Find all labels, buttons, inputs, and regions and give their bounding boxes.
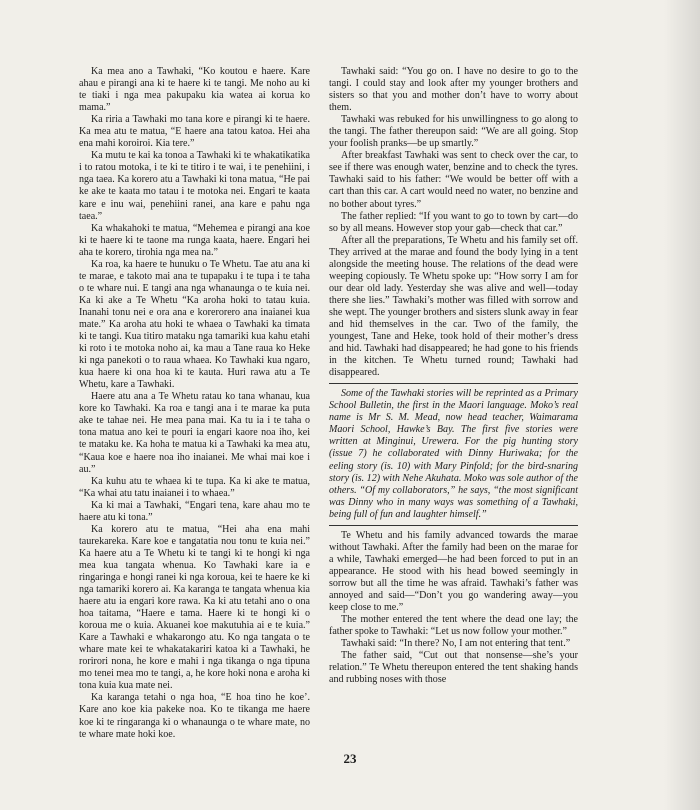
paragraph: Tawhaki said: “In there? No, I am not entering that tent.” [341, 638, 571, 650]
paragraph: Ka korero atu te matua, “Hei aha ena mahi taurekareka. Kare koe e tangatatia nou tonu te kuia nei.” Ka haere atu a Te Whetu ki te tangi ki te hongi ki nga mea kua tangata whenua. Ko Tawhaki kare ia e ringaringa e hongi ranei ki nga koroua, kei te haere ke ki nga tamariki korero ai. Ka karanga te tangata whenua kia haere atu ia engari kore rawa. Ka ki atu tetahi ano o ona hoa taitama, “Haere e tama. Haere ki te hongi ki o koroua me o kuia. Akuanei koe makutuhia ai e te kuia.” Kare a Tawhaki e whakarongo atu. Ko nga tangata o te whare mate kei te whakatakariri katoa ki a Tawhaki, he rorirori nona, he kore e mahi i nga tikanga o nga tipuna mo tenei mea mo te tangi, a, he kore hoki nona e aroha ki tona kuia kua mate nei. [79, 523, 310, 692]
paragraph: Ka mea ano a Tawhaki, “Ko koutou e haere. Kare ahau e pirangi ana ki te haere ki te tangi. Me noho au ki te tiaki i nga mea pakupaku kia watea ai korua ko mama.” [79, 66, 310, 114]
paragraph: The mother entered the tent where the dead one lay; the father spoke to Tawhaki: “Let us now follow your mother.” [329, 614, 578, 638]
paragraph: Tawhaki said: “You go on. I have no desire to go to the tangi. I could stay and look after my younger brothers and sisters so that you and mother don’t have to worry about them. [329, 66, 578, 114]
divider-top [329, 383, 578, 384]
paragraph: Ka karanga tetahi o nga hoa, “E hoa tino he koe’. Kare ano koe kia pakeke noa. Ko te tikanga me haere koe ki te ringaranga ki o whanaunga o te whare mate, no te whare mate hoki koe. [79, 692, 310, 740]
editor-note-text: Some of the Tawhaki stories will be reprinted as a Primary School Bulletin, the first in the Maori language. Moko’s real name is Mr S. M. Mead, now head teacher, Waimarama Maori School, Hawke’s Bay. The first five stories were written at Minginui, Urewera. For the pig hunting story (issue 7) he collaborated with Dinny Huriwaka; for the eeling story (is. 10) with Mary Pinfold; for the bird-snaring story (is. 12) with Nehe Akuhata. Moko was sole author of the others. “Of my collaborators,” he says, “the most significant was Dinny who in many ways was something of a Tawhaki, being full of fun and laughter himself.” [329, 388, 579, 520]
paragraph: Tawhaki was rebuked for his unwillingness to go along to the tangi. The father thereupon said: “We are all going. Stop your foolish pranks—be up smartly.” [329, 114, 578, 150]
page-number: 23 [343, 751, 357, 766]
paragraph: Te Whetu and his family advanced towards the marae without Tawhaki. After the family had been on the marae for a while, Tawhaki emerged—he had been forced to put in an appearance. He stood with his head bowed seemingly in sorrow but all the time he was afraid. Tawhaki’s father was annoyed and said—“Don’t you go wandering away—you keep close to me.” [329, 529, 578, 614]
maori-text-column [79, 66, 310, 741]
editor-note [329, 388, 578, 521]
paragraph: The father said, “Cut out that nonsense—she’s your relation.” Te Whetu thereupon entered the tent shaking hands and rubbing noses with those [329, 650, 578, 686]
paragraph: After all the preparations, Te Whetu and his family set off. They arrived at the marae and found the body lying in a tent alongside the meeting house. The relations of the dead were weeping copiously. Te Whetu spoke up: “How sorry I am for our dear old lady. Yesterday she was alive and well—today there she lies.” Tawhaki’s mother was filled with sorrow and she wept. The younger brothers and sisters slunk away in fear and hid themselves in the car. Two of the family, the youngest, Tane and Heke, took hold of their mother’s dress and hid. Tawhaki had disappeared; he had gone to his friends in the kitchen. Te Whetu turned round; Tawhaki had disappeared. [329, 234, 578, 379]
paragraph: Ka riria a Tawhaki mo tana kore e pirangi ki te haere. Ka mea atu te matua, “E haere ana tatou katoa. Hei aha ena mahi koroiroi. Kia tere.” [79, 114, 310, 150]
binding-shadow [664, 0, 700, 810]
divider-bottom [329, 525, 578, 526]
paragraph: Haere atu ana a Te Whetu ratau ko tana whanau, kua kore ko Tawhaki. Ka roa e tangi ana i te marae ka puta ake te tahae nei. He mea pana mai. Ka tu ia i te taha o tona matua ano kei te pouri ia engari kaore noa iho, kei te mataku ke. Ka hoha te matua ki a Tawhaki ka mea atu, “Kaua koe e haere noa iho inaianei. Me whai mai koe i au.” [79, 391, 310, 475]
paragraph: After breakfast Tawhaki was sent to check over the car, to see if there was enough water, benzine and to check the tyres. Tawhaki said to his father: “We would be better off with a cart than this car. A cart would need no water, no benzine and no bother about tyres.” [329, 150, 578, 210]
paragraph: Ka ki mai a Tawhaki, “Engari tena, kare ahau mo te haere atu ki tona.” [79, 499, 310, 523]
english-text-column [329, 66, 578, 686]
paragraph: The father replied: “If you want to go to town by cart—do so by all means. However stop your gab—check that car.” [329, 210, 578, 234]
paragraph: Ka kuhu atu te whaea ki te tupa. Ka ki ake te matua, “Ka whai atu tatu inaianei i to whaea.” [79, 475, 310, 499]
paragraph: Ka whakahoki te matua, “Mehemea e pirangi ana koe ki te haere ki te taone ma runga kaata, haere. Engari hei aha te korero, tirohia nga mea na.” [79, 222, 310, 258]
paragraph: Ka mutu te kai ka tonoa a Tawhaki ki te whakatikatika i to ratou motoka, i te ki te titiro i te wai, i te penehiini, i nga taea. Ka korero atu a Tawhaki ki tona matua, “He pai ke ake te kaata mo tatau i te motoka nei. Engari te kaata kare e inu wai, penehiini ranei, ana kare e pahu nga taea.” [79, 150, 310, 222]
paragraph: Ka roa, ka haere te hunuku o Te Whetu. Tae atu ana ki te marae, e takoto mai ana te tupapaku i te tupa i te taha o te whare nui. E tangi ana nga whanaunga o te kuia nei. Ka ki ake a Te Whetu “Ka aroha hoki to tatau kuia. Inanahi tonu nei e ora ana e korerorero ana inaianei kua mate.” Ka aroha atu hoki te whaea o Tawhaki ka timata ki te tangi. Kua titiro mataku nga tamariki kua kahu etahi ki roto i te motoka noho ai, ka mau a Tane raua ko Heke ki nga panekoti o to raua whaea. Ko Tawhaki kua ngaro, kua haere ki ona hoa ki te kauta. Huri rawa atu a Te Whetu, kare a Tawhaki. [79, 258, 310, 391]
